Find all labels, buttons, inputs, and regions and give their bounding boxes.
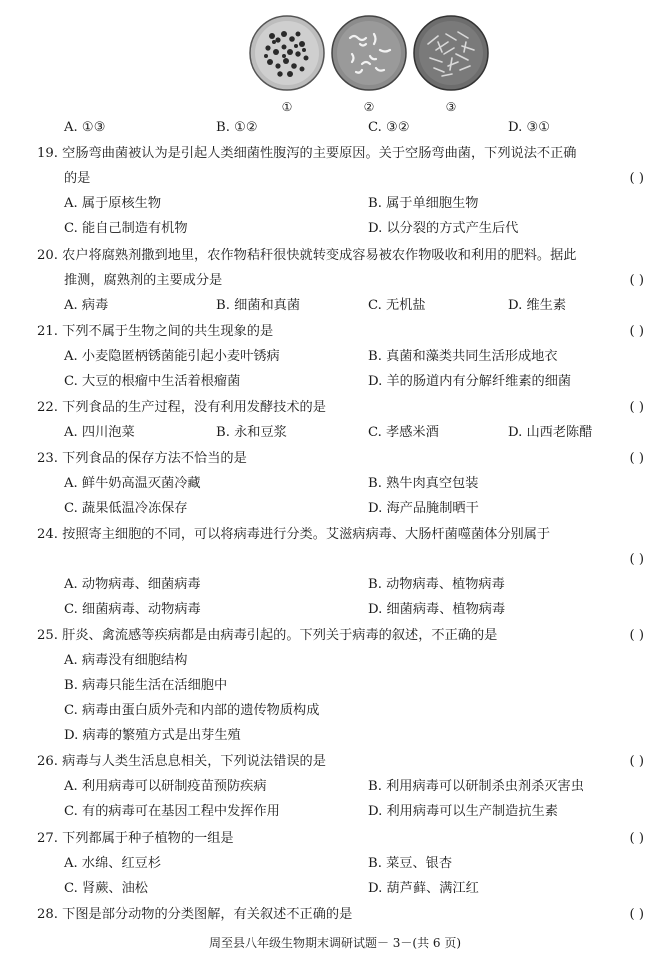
- option-b: B. 熟牛肉真空包装: [368, 476, 479, 491]
- question-28-stem: 28. 下图是部分动物的分类图解，有关叙述不正确的是 ( ): [0, 903, 670, 927]
- answer-bracket: ( ): [629, 171, 644, 186]
- option-d: D. 以分裂的方式产生后代: [368, 221, 519, 236]
- option-b: B. 细菌和真菌: [216, 298, 301, 313]
- option-d: D. 葫芦藓、满江红: [368, 881, 479, 896]
- option-a: A. 属于原核生物: [64, 196, 162, 211]
- answer-bracket: ( ): [629, 831, 644, 846]
- answer-bracket: ( ): [629, 451, 644, 466]
- question-21-stem: 21. 下列不属于生物之间的共生现象的是 ( ): [0, 320, 670, 344]
- option-d: D. 羊的肠道内有分解纤维素的细菌: [368, 374, 572, 389]
- question-19-stem: 19. 空肠弯曲菌被认为是引起人类细菌性腹泻的主要原因。关于空肠弯曲菌，下列说法不正确: [37, 146, 577, 161]
- q22-options: [0, 421, 670, 445]
- option-a: A. ①③: [64, 120, 106, 135]
- option-a: A. 小麦隐匿柄锈菌能引起小麦叶锈病: [64, 349, 280, 364]
- option-a: A. 动物病毒、细菌病毒: [64, 577, 201, 592]
- figure-label-3: ③: [445, 100, 457, 114]
- q18-options: [0, 116, 670, 140]
- option-c: C. 能自己制造有机物: [64, 221, 188, 236]
- option-c: C. 大豆的根瘤中生活着根瘤菌: [64, 374, 241, 389]
- culture-figure: [0, 8, 670, 120]
- option-b: B. 利用病毒可以研制杀虫剂杀灭害虫: [368, 779, 584, 794]
- q24-options-row2: [0, 598, 670, 622]
- question-24-stem: 24. 按照寄主细胞的不同，可以将病毒进行分类。艾滋病病毒、大肠杆菌噬菌体分别属于: [37, 527, 551, 542]
- option-c: C. ③②: [368, 120, 410, 135]
- option-c: C. 细菌病毒、动物病毒: [64, 602, 201, 617]
- q27-options-row1: [0, 852, 670, 876]
- answer-bracket: ( ): [629, 324, 644, 339]
- option-b: B. ①②: [216, 120, 258, 135]
- option-a: A. 四川泡菜: [64, 425, 135, 440]
- q20-options: [0, 294, 670, 318]
- option-b: B. 动物病毒、植物病毒: [368, 577, 505, 592]
- option-d: D. ③①: [508, 120, 551, 135]
- q26-options-row1: [0, 775, 670, 799]
- q21-options-row1: [0, 345, 670, 369]
- question-20-stem-cont: 推测，腐熟剂的主要成分是 ( ): [0, 269, 670, 293]
- page-footer: 周至县八年级生物期末调研试题－ 3－(共 6 页): [208, 936, 462, 950]
- option-d: D. 山西老陈醋: [508, 425, 593, 440]
- q27-options-row2: [0, 877, 670, 901]
- question-27-stem: 27. 下列都属于种子植物的一组是 ( ): [0, 827, 670, 851]
- q25-option-d: D. 病毒的繁殖方式是出芽生殖: [64, 728, 241, 743]
- option-b: B. 菜豆、银杏: [368, 856, 453, 871]
- question-25-stem: 25. 肝炎、禽流感等疾病都是由病毒引起的。下列关于病毒的叙述，不正确的是 ( ): [0, 624, 670, 648]
- q23-options-row1: [0, 472, 670, 496]
- q23-options-row2: [0, 497, 670, 521]
- option-b: B. 永和豆浆: [216, 425, 287, 440]
- question-24-bracket-line: [0, 548, 670, 572]
- option-d: D. 细菌病毒、植物病毒: [368, 602, 506, 617]
- q24-options-row1: [0, 573, 670, 597]
- option-c: C. 无机盐: [368, 298, 426, 313]
- option-c: C. 肾蕨、油松: [64, 881, 148, 896]
- question-20-stem: 20. 农户将腐熟剂撒到地里，农作物秸秆很快就转变成容易被农作物吸收和利用的肥料。据此: [37, 248, 577, 263]
- option-d: D. 海产品腌制晒干: [368, 501, 479, 516]
- answer-bracket: ( ): [629, 628, 644, 643]
- answer-bracket: ( ): [629, 400, 644, 415]
- petri-dish-2-image: [330, 14, 408, 92]
- answer-bracket: ( ): [629, 552, 644, 567]
- figure-label-1: ①: [281, 100, 293, 114]
- option-d: D. 利用病毒可以生产制造抗生素: [368, 804, 558, 819]
- answer-bracket: ( ): [629, 273, 644, 288]
- question-23-stem: 23. 下列食品的保存方法不恰当的是 ( ): [0, 447, 670, 471]
- q26-options-row2: [0, 800, 670, 824]
- option-b: B. 属于单细胞生物: [368, 196, 479, 211]
- answer-bracket: ( ): [629, 907, 644, 922]
- petri-dish-3-image: [412, 14, 490, 92]
- question-26-stem: 26. 病毒与人类生活息息相关，下列说法错误的是 ( ): [0, 750, 670, 774]
- option-c: C. 孝感米酒: [368, 425, 439, 440]
- option-b: B. 真菌和藻类共同生活形成地衣: [368, 349, 558, 364]
- question-19-stem-cont: 的是 ( ): [0, 167, 670, 191]
- petri-dish-1-image: [248, 14, 326, 92]
- q25-option-b: B. 病毒只能生活在活细胞中: [64, 678, 228, 693]
- option-a: A. 利用病毒可以研制疫苗预防疾病: [64, 779, 267, 794]
- answer-bracket: ( ): [629, 754, 644, 769]
- q21-options-row2: [0, 370, 670, 394]
- option-c: C. 有的病毒可在基因工程中发挥作用: [64, 804, 280, 819]
- q19-options-row2: [0, 217, 670, 241]
- q25-option-c: C. 病毒由蛋白质外壳和内部的遗传物质构成: [64, 703, 320, 718]
- figure-label-2: ②: [363, 100, 375, 114]
- option-a: A. 水绵、红豆杉: [64, 856, 162, 871]
- q19-options-row1: [0, 192, 670, 216]
- option-a: A. 病毒: [64, 298, 109, 313]
- option-a: A. 鲜牛奶高温灭菌冷藏: [64, 476, 201, 491]
- q25-option-a: A. 病毒没有细胞结构: [64, 653, 188, 668]
- option-c: C. 蔬果低温冷冻保存: [64, 501, 188, 516]
- question-22-stem: 22. 下列食品的生产过程，没有利用发酵技术的是 ( ): [0, 396, 670, 420]
- option-d: D. 维生素: [508, 298, 567, 313]
